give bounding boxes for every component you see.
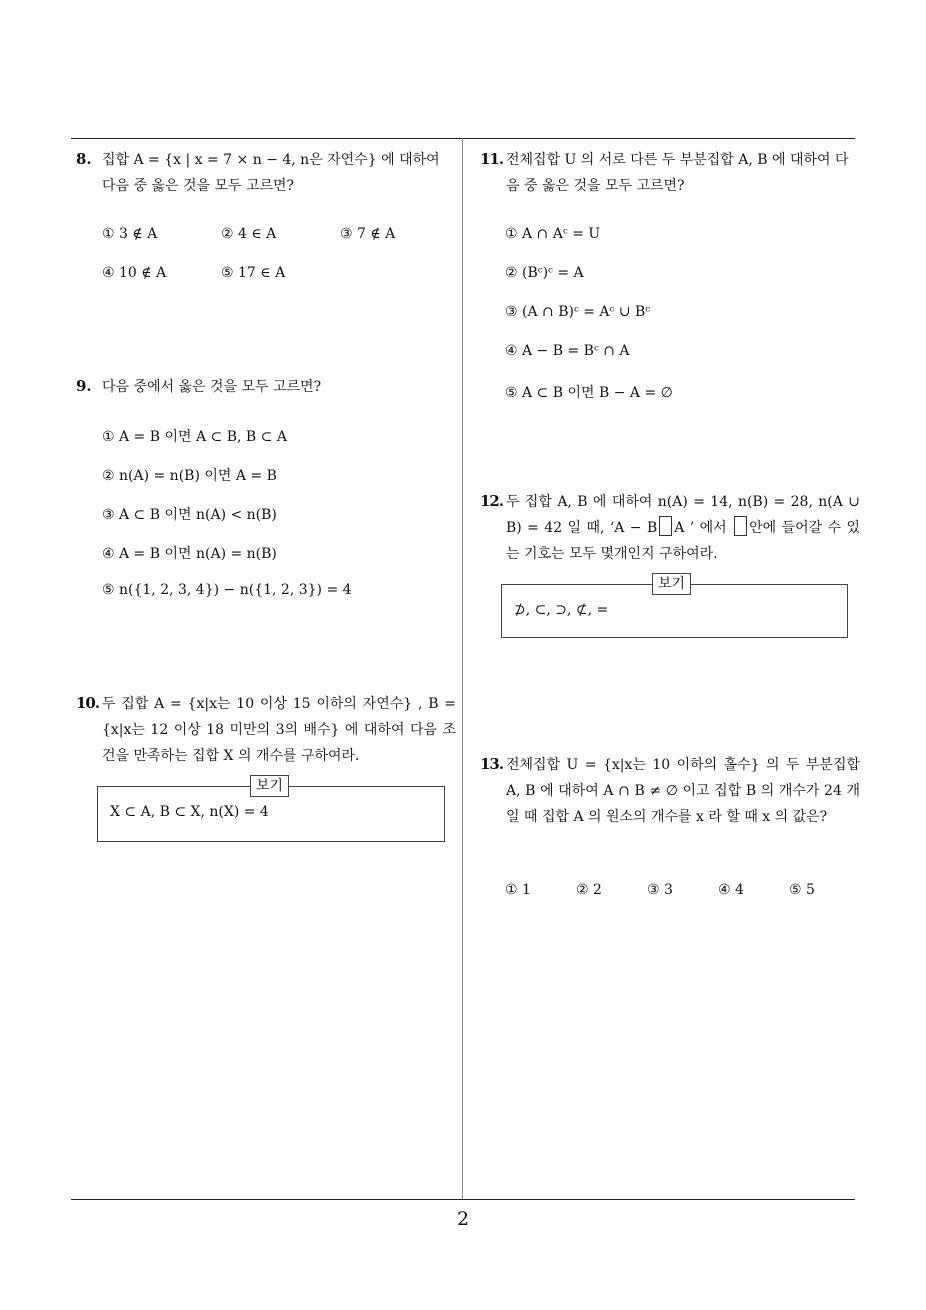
choice-2[interactable]: ② 4 ∈ A — [221, 226, 277, 242]
problem-text: 다음 중에서 옳은 것을 모두 고르면? — [102, 379, 322, 395]
choice-5[interactable]: ⑤ 17 ∈ A — [221, 265, 286, 281]
choice-3[interactable]: ③ 3 — [647, 882, 673, 898]
page-number: 2 — [456, 1208, 470, 1230]
problem-text: 두 집합 A = {x|x는 10 이상 15 이하의 자연수} , B = {x|x는 12 이상 18 미만의 3의 배수} 에 대하여 다음 조건을 만족하는 집합 X 의 개수를 구하여라. — [102, 696, 456, 764]
problem-8-choices-row2 — [102, 265, 340, 281]
problem-number: 12. — [480, 492, 504, 510]
problem-11 — [480, 146, 860, 199]
problem-text-a: 두 집합 A, B 에 대하여 n(A) = 14, n(B) = 28, n(A ∪ B) = 42 일 때, ‘A − B — [506, 494, 860, 536]
problem-text-c: 안에 들어갈 수 있는 기호는 모두 몇개인지 구하여라. — [506, 520, 861, 562]
problem-number: 9. — [76, 377, 92, 395]
problem-10 — [76, 690, 456, 769]
choice-2[interactable]: ② n(A) = n(B) 이면 A = B — [102, 468, 277, 484]
choice-5[interactable]: ⑤ 5 — [789, 882, 815, 898]
choice-1[interactable]: ① A = B 이면 A ⊂ B, B ⊂ A — [102, 429, 287, 445]
problem-12 — [480, 488, 860, 567]
top-rule — [71, 138, 855, 139]
problem-8-stem — [76, 146, 456, 199]
choice-4[interactable]: ④ 4 — [718, 882, 744, 898]
choice-1[interactable]: ① A ∩ Aᶜ = U — [505, 226, 601, 242]
problem-9-stem — [76, 373, 456, 400]
choice-4[interactable]: ④ 10 ∉ A — [102, 265, 167, 281]
choice-3[interactable]: ③ A ⊂ B 이면 n(A) < n(B) — [102, 507, 277, 523]
problem-9-choices — [102, 426, 352, 621]
problem-8 — [76, 146, 456, 199]
choice-3[interactable]: ③ 7 ∉ A — [340, 226, 396, 242]
problem-13-stem — [480, 751, 860, 830]
problem-text: 전체집합 U 의 서로 다른 두 부분집합 A, B 에 대하여 다음 중 옳은 것을 모두 고르면? — [506, 152, 849, 194]
problem-11-stem — [480, 146, 860, 199]
choice-4[interactable]: ④ A − B = Bᶜ ∩ A — [505, 343, 630, 359]
problem-number: 11. — [480, 150, 504, 168]
choice-2[interactable]: ② (Bᶜ)ᶜ = A — [505, 265, 584, 281]
problem-number: 10. — [76, 694, 100, 712]
bottom-rule — [71, 1199, 855, 1200]
problem-8-choices — [102, 226, 459, 242]
problem-number: 13. — [480, 755, 504, 773]
choice-3[interactable]: ③ (A ∩ B)ᶜ = Aᶜ ∪ Bᶜ — [505, 304, 651, 320]
bogi-label: 보기 — [250, 775, 289, 797]
problem-text-b: A ’ 에서 — [674, 520, 727, 536]
column-divider — [462, 138, 463, 1200]
bogi-content: ⊅, ⊂, ⊃, ⊄, = — [514, 602, 609, 618]
problem-11-choices — [505, 226, 673, 421]
bogi-label: 보기 — [652, 573, 691, 595]
choice-2[interactable]: ② 2 — [576, 882, 602, 898]
problem-10-bogi-box — [97, 778, 445, 842]
problem-13 — [480, 751, 860, 830]
problem-13-choices — [505, 882, 829, 898]
problem-text: 전체집합 U = {x|x는 10 이하의 홀수} 의 두 부분집합 A, B 에 대하여 A ∩ B ≠ ∅ 이고 집합 B 의 개수가 24 개 일 때 집합 A 의 원소의 개수를 x 라 할 때 x 의 값은? — [506, 757, 860, 825]
bogi-content: X ⊂ A, B ⊂ X, n(X) = 4 — [110, 804, 269, 820]
problem-9 — [76, 373, 456, 400]
problem-text: 집합 A = {x | x = 7 × n − 4, n은 자연수} 에 대하여 다음 중 옳은 것을 모두 고르면? — [102, 152, 440, 194]
choice-1[interactable]: ① 3 ∉ A — [102, 226, 158, 242]
choice-1[interactable]: ① 1 — [505, 882, 531, 898]
choice-4[interactable]: ④ A = B 이면 n(A) = n(B) — [102, 546, 277, 562]
problem-12-stem — [480, 488, 860, 567]
choice-5[interactable]: ⑤ n({1, 2, 3, 4}) − n({1, 2, 3}) = 4 — [102, 582, 352, 598]
problem-12-bogi-box — [501, 576, 848, 638]
blank-box — [659, 516, 672, 536]
problem-10-stem — [76, 690, 456, 769]
choice-5[interactable]: ⑤ A ⊂ B 이면 B − A = ∅ — [505, 385, 673, 401]
problem-number: 8. — [76, 150, 92, 168]
blank-box — [734, 516, 747, 536]
